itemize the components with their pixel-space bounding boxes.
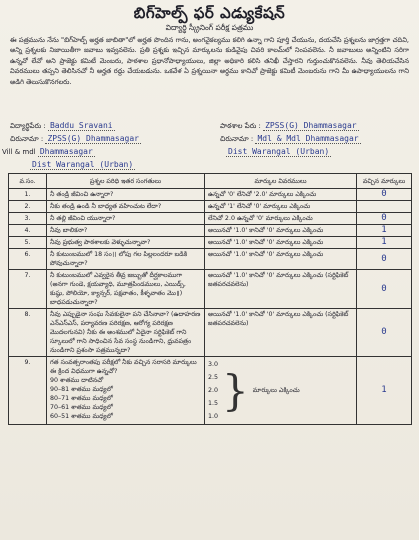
row-question: నీవు ఎప్పుడైనా సంఘ సేవకులైనా పని చేసినావా? (ఉదాహరణ ఎన్ఎస్ఎస్, పర్యావరణ పరిరక్షణ, ఆరోగ్య పరిరక్షణ మొదలగునవి) నీకు ఈ అంశములో ఏదైనా సర్టిఫికెట్ గాని స్కూలులో గాని సాధించిన సేవ సంస్థ నుండిగాని, ధ్రువపత్రం నుండిగాని ప్రశంసా పత్రమున్నదా?: [47, 309, 205, 357]
row-mark-cell[interactable]: [357, 237, 412, 249]
row-number: 9.: [9, 357, 47, 425]
row-mark-cell[interactable]: [357, 225, 412, 237]
row-instruction: అయినచో '1.0' కానిచో '0' మార్కులు ఎక్కించు (సర్టిఫికెట్ జతపరచవలెను): [205, 309, 357, 357]
row-number: 5.: [9, 237, 47, 249]
row-instruction: అయినచో '1.0' కానిచో '0' మార్కులు ఎక్కించు: [205, 249, 357, 270]
row-mark-cell[interactable]: [357, 189, 412, 201]
table-row: [9, 225, 412, 237]
address2-label: చిరునామా :: [220, 135, 254, 143]
district2-value[interactable]: Dist Warangal (Urban): [228, 147, 330, 156]
row-question: [47, 357, 205, 425]
row-mark-cell[interactable]: [357, 249, 412, 270]
student-name-value[interactable]: Baddu Sravani: [49, 121, 113, 130]
header-marks-obtained: వచ్చిన మార్కులు: [357, 174, 412, 189]
row-mark: 1: [381, 225, 387, 235]
district-value[interactable]: Dist Warangal (Urban): [32, 160, 134, 169]
q9-range-1: 90–81 శాతము మధ్యలో: [50, 386, 113, 393]
row-mark-cell[interactable]: [357, 201, 412, 213]
row-mark-cell[interactable]: [357, 309, 412, 357]
village-value[interactable]: Dhammasagar: [39, 147, 93, 156]
row-instruction: అయినచో '1.0' కానిచో '0' మార్కులు ఎక్కించు: [205, 237, 357, 249]
row-mark: 1: [381, 385, 387, 395]
row-mark: 0: [381, 253, 387, 264]
row-instruction: లేనిచో 2.0 ఉన్నచో '0' మార్కులు ఎక్కించు: [205, 213, 357, 225]
table-row: [9, 357, 412, 425]
row-question: నీ తండ్రి జీవించి ఉన్నారా?: [47, 189, 205, 201]
school-name-field: [220, 121, 359, 132]
village-field: [2, 147, 95, 156]
address2-value[interactable]: Mdl & Mdl Dhammasagar: [257, 134, 359, 143]
address-value[interactable]: ZPSS(G) Dhammasagar: [47, 134, 139, 143]
row-number: 2.: [9, 201, 47, 213]
row-number: 7.: [9, 270, 47, 309]
student-name-field: [10, 121, 115, 132]
questions-table: [8, 173, 412, 425]
row-number: 8.: [9, 309, 47, 357]
table-row: [9, 201, 412, 213]
row-question: నీకు తండ్రి ఉండి నీ బాధ్యత వహించుట లేదా?: [47, 201, 205, 213]
q9-score-list: [208, 358, 218, 423]
row-number: 6.: [9, 249, 47, 270]
student-name-label: విద్యార్థిపేరు :: [10, 122, 46, 130]
q9-range-2: 80–71 శాతము మధ్యలో: [50, 395, 113, 402]
q9-instruction: మార్కులు ఎక్కించు: [252, 387, 300, 394]
address2-field: [220, 134, 361, 145]
table-row: [9, 237, 412, 249]
q9-score-2: 2.0: [208, 387, 219, 394]
row-question: నీవు బాలికనా?: [47, 225, 205, 237]
address-field: [10, 134, 141, 145]
school-name-value[interactable]: ZPSS(G) Dhammasagar: [265, 121, 357, 130]
table-row: [9, 309, 412, 357]
row-number: 1.: [9, 189, 47, 201]
district-field: [30, 160, 135, 169]
q9-range-0: 90 శాతము దాటినచో: [50, 377, 104, 384]
header-serial: వ.సం.: [9, 174, 47, 189]
row-mark-cell[interactable]: [357, 270, 412, 309]
student-details: [2, 119, 411, 173]
row-question: నీ కుటుంబములో ఎవ్వరైన తీవ్ర జబ్బుతో దీర్ఘకాలముగా (అనగా గుండె, క్షయవ్యాధి, మూత్రపిండములు, ఎయిడ్స్, కుష్ఠు, పోలియో, క్యాన్సర్, పక్షవాతం, కీళ్ళవాతం మొ॥) బాధపడుచున్నారా?: [47, 270, 205, 309]
row-mark: 0: [381, 213, 387, 223]
row-mark: 0: [381, 327, 387, 337]
q9-score-1: 2.5: [208, 374, 219, 381]
q9-score-4: 1.0: [208, 413, 219, 420]
district2-field: [226, 147, 331, 156]
header-question: ప్రశ్నల పరిధి ఇతర సంగతులు: [47, 174, 205, 189]
header-marks-details: మార్కుల వివరములు: [205, 174, 357, 189]
row-mark-cell[interactable]: [357, 213, 412, 225]
row-number: 4.: [9, 225, 47, 237]
row-number: 3.: [9, 213, 47, 225]
table-row: [9, 189, 412, 201]
row-question: నీవు ప్రభుత్వ పాఠశాలకు వెళ్ళుచున్నావా?: [47, 237, 205, 249]
form-subtitle: విద్యార్థి స్క్రీనింగ్ పరీక్ష పత్రము: [165, 23, 254, 32]
row-instruction: [205, 357, 357, 425]
form-title: బిగ్‌హెల్ప్ ఫర్ ఎడ్యుకేషన్: [133, 4, 286, 22]
table-row: [9, 213, 412, 225]
row-mark: 1: [381, 237, 387, 247]
row-question: నీ కుటుంబములో 18 సం।। లోపు గల పిల్లలందరూ బడికి పోవుచున్నారా?: [47, 249, 205, 270]
village-label: Vill & mdl: [2, 148, 36, 156]
table-header-row: [9, 174, 412, 189]
row-mark: 0: [381, 283, 387, 294]
table-row: [9, 270, 412, 309]
row-instruction: ఉన్నచో '0' లేనిచో '2.0' మార్కులు ఎక్కించు: [205, 189, 357, 201]
row-instruction: అయినచో '1.0' కానిచో '0' మార్కులు ఎక్కించు (సర్టిఫికెట్ జతపరచవలెను): [205, 270, 357, 309]
row-question: నీ తల్లి జీవించి యున్నారా?: [47, 213, 205, 225]
address-label: చిరునామా :: [10, 135, 44, 143]
q9-score-0: 3.0: [208, 361, 219, 368]
row-mark-cell[interactable]: [357, 357, 412, 425]
q9-range-3: 70–61 శాతము మధ్యలో: [50, 404, 113, 411]
q9-range-4: 60–51 శాతము మధ్యలో: [50, 413, 113, 420]
table-row: [9, 249, 412, 270]
school-name-label: పాఠశాల పేరు :: [220, 122, 261, 130]
q9-score-3: 1.5: [208, 400, 219, 407]
row-mark: 0: [381, 189, 387, 199]
row-instruction: అయినచో '1.0' కానిచో '0' మార్కులు ఎక్కించు: [205, 225, 357, 237]
brace-icon: }: [222, 365, 249, 415]
instructions-paragraph: ఈ పత్రమును నేను "బిగ్‌హెల్ప్ అర్హత జాబితా"లో అర్హత పొందిన గాను, అంగవైకల్యము కలిగి ఉన్నా గాని పూర్తి చేయును, దయచేసి ప్రశ్నలను జాగ్రత్తగా చదివి, అన్ని ప్రశ్నలకు నిజాయితీగా జవాబు ఇవ్వవలెను. ప్రతి ప్రశ్నకు ఇచ్చిన మార్కులను కుడివైపు చివరి కాలమ్‌లో నింపవలెను. నీ జవాబులు అన్నింటిని సరిగా ఉన్నవో లేవో అని ప్రాజెక్టు కమిటీ మెంబరు, పాఠశాల ప్రధానోపాధ్యాయులు, జిల్లా అధికారి కలిసి తనిఖీ చేస్తారని గుర్తుంచుకొనవలెను. నీవు తెలియచేసిన వివరములు తప్పని తెలిసినచో నీ అర్హత రద్దు చేయబడును. ఒకవేళ ఏ ప్రశ్నయినా అర్థము కానిచో ప్రాజెక్టు కమిటీ మెంబరును గాని మీ ఉపాధ్యాయులను గాని అడిగి తెలుసుకొనగలరు.: [10, 36, 409, 86]
q9-question-text: గత సంవత్సరాంతపు పరీక్షలో నీకు వచ్చిన సరాసరి మార్కులు ఈ క్రింద విధముగా ఉన్నచో?: [50, 359, 197, 375]
row-instruction: ఉన్నచో '1' లేనిచో '0' మార్కులు ఎక్కించు: [205, 201, 357, 213]
